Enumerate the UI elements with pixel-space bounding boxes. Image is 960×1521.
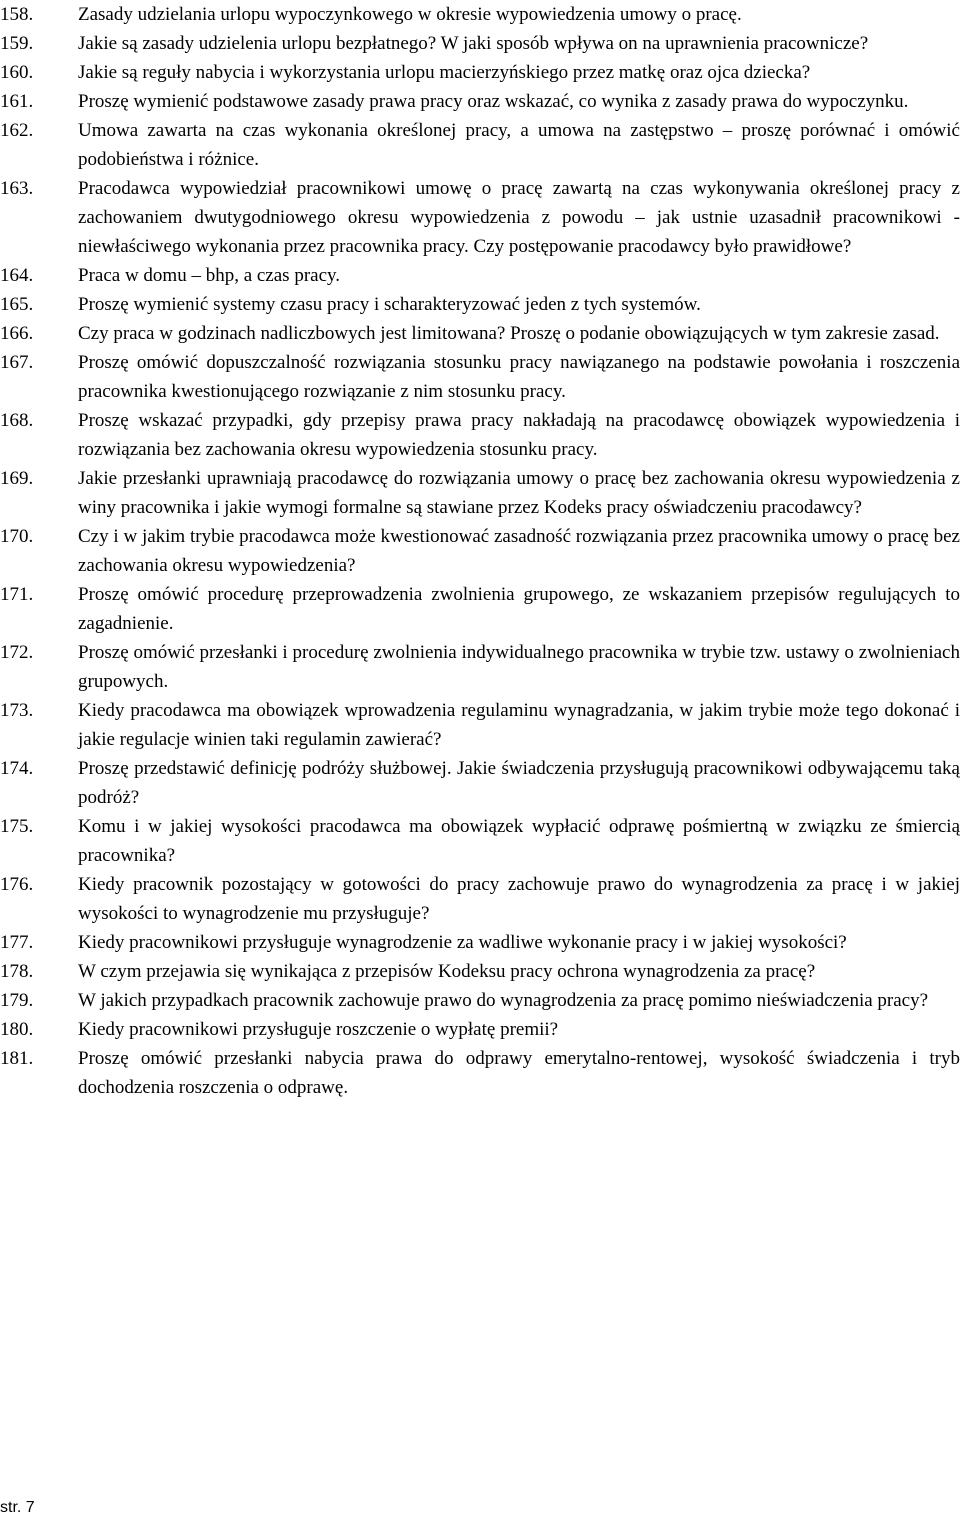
- item-text: Jakie są reguły nabycia i wykorzystania urlopu macierzyńskiego przez matkę oraz ojca dziecka?: [78, 62, 811, 83]
- item-text: Umowa zawarta na czas wykonania określonej pracy, a umowa na zastępstwo – proszę porównać i omówić podobieństwa i różnice.: [78, 120, 960, 170]
- item-number: 168.: [0, 410, 34, 431]
- item-text: Jakie są zasady udzielenia urlopu bezpłatnego? W jaki sposób wpływa on na uprawnienia pracownicze?: [78, 33, 869, 54]
- item-text: Kiedy pracownik pozostający w gotowości do pracy zachowuje prawo do wynagrodzenia za pracę i w jakiej wysokości to wynagrodzenie mu przysługuje?: [78, 874, 960, 924]
- list-item: [0, 348, 960, 406]
- item-number: 174.: [0, 758, 34, 779]
- item-text: Czy praca w godzinach nadliczbowych jest limitowana? Proszę o podanie obowiązujących w tym zakresie zasad.: [78, 323, 940, 344]
- item-number: 181.: [0, 1048, 34, 1069]
- item-text: Proszę wymienić systemy czasu pracy i scharakteryzować jeden z tych systemów.: [78, 294, 701, 315]
- item-number: 177.: [0, 932, 34, 953]
- list-item: [0, 638, 960, 696]
- list-item: [0, 1044, 960, 1102]
- item-text: W czym przejawia się wynikająca z przepisów Kodeksu pracy ochrona wynagrodzenia za pracę?: [78, 961, 816, 982]
- item-text: Proszę omówić dopuszczalność rozwiązania stosunku pracy nawiązanego na podstawie powołania i roszczenia pracownika kwestionującego rozwiązanie z nim stosunku pracy.: [78, 352, 960, 402]
- item-text: Proszę omówić procedurę przeprowadzenia zwolnienia grupowego, ze wskazaniem przepisów regulujących to zagadnienie.: [78, 584, 960, 634]
- item-number: 179.: [0, 990, 34, 1011]
- item-number: 161.: [0, 91, 34, 112]
- item-text: Proszę omówić przesłanki i procedurę zwolnienia indywidualnego pracownika w trybie tzw. ustawy o zwolnieniach grupowych.: [78, 642, 960, 692]
- item-number: 163.: [0, 178, 34, 199]
- item-number: 172.: [0, 642, 34, 663]
- item-number: 176.: [0, 874, 34, 895]
- list-item: [0, 870, 960, 928]
- list-item: [0, 522, 960, 580]
- item-text: Proszę omówić przesłanki nabycia prawa do odprawy emerytalno-rentowej, wysokość świadczenia i tryb dochodzenia roszczenia o odprawę.: [78, 1048, 960, 1098]
- list-item: [0, 0, 960, 29]
- item-number: 171.: [0, 584, 34, 605]
- item-text: Praca w domu – bhp, a czas pracy.: [78, 265, 341, 286]
- item-number: 162.: [0, 120, 34, 141]
- list-item: [0, 464, 960, 522]
- list-item: [0, 812, 960, 870]
- item-text: Czy i w jakim trybie pracodawca może kwestionować zasadność rozwiązania przez pracownika umowy o pracę bez zachowania okresu wypowiedzenia?: [78, 526, 960, 576]
- list-item: [0, 580, 960, 638]
- item-number: 170.: [0, 526, 34, 547]
- item-text: W jakich przypadkach pracownik zachowuje prawo do wynagrodzenia za pracę pomimo nieświadczenia pracy?: [78, 990, 929, 1011]
- item-number: 180.: [0, 1019, 34, 1040]
- list-item: [0, 928, 960, 957]
- item-text: Proszę wymienić podstawowe zasady prawa pracy oraz wskazać, co wynika z zasady prawa do wypoczynku.: [78, 91, 909, 112]
- item-text: Komu i w jakiej wysokości pracodawca ma obowiązek wypłacić odprawę pośmiertną w związku ze śmiercią pracownika?: [78, 816, 960, 866]
- list-item: [0, 754, 960, 812]
- page-number: str. 7: [0, 1499, 35, 1516]
- item-text: Zasady udzielania urlopu wypoczynkowego w okresie wypowiedzenia umowy o pracę.: [78, 4, 742, 25]
- list-item: [0, 29, 960, 58]
- item-text: Kiedy pracownikowi przysługuje wynagrodzenie za wadliwe wykonanie pracy i w jakiej wysokości?: [78, 932, 847, 953]
- list-item: [0, 696, 960, 754]
- item-text: Kiedy pracodawca ma obowiązek wprowadzenia regulaminu wynagradzania, w jakim trybie może tego dokonać i jakie regulacje winien taki regulamin zawierać?: [78, 700, 960, 750]
- list-item: [0, 1015, 960, 1044]
- item-text: Jakie przesłanki uprawniają pracodawcę do rozwiązania umowy o pracę bez zachowania okresu wypowiedzenia z winy pracownika i jakie wymogi formalne są stawiane przez Kodeks pracy oświadczeniu pracodawcy?: [78, 468, 960, 518]
- item-number: 175.: [0, 816, 34, 837]
- list-item: [0, 261, 960, 290]
- list-item: [0, 957, 960, 986]
- item-number: 158.: [0, 4, 34, 25]
- list-item: [0, 406, 960, 464]
- list-item: [0, 290, 960, 319]
- item-text: Proszę przedstawić definicję podróży służbowej. Jakie świadczenia przysługują pracownikowi odbywającemu taką podróż?: [78, 758, 960, 808]
- list-item: [0, 87, 960, 116]
- list-item: [0, 58, 960, 87]
- item-number: 166.: [0, 323, 34, 344]
- item-number: 159.: [0, 33, 34, 54]
- item-text: Proszę wskazać przypadki, gdy przepisy prawa pracy nakładają na pracodawcę obowiązek wypowiedzenia i rozwiązania bez zachowania okresu wypowiedzenia stosunku pracy.: [78, 410, 960, 460]
- item-number: 167.: [0, 352, 34, 373]
- list-item: [0, 319, 960, 348]
- item-number: 178.: [0, 961, 34, 982]
- item-text: Kiedy pracownikowi przysługuje roszczenie o wypłatę premii?: [78, 1019, 559, 1040]
- item-number: 173.: [0, 700, 34, 721]
- item-number: 169.: [0, 468, 34, 489]
- list-item: [0, 986, 960, 1015]
- item-text: Pracodawca wypowiedział pracownikowi umowę o pracę zawartą na czas wykonywania określonej pracy z zachowaniem dwutygodniowego okresu wypowiedzenia z powodu – jak ustnie uzasadnił pracownikowi - niewłaściwego wykonania przez pracownika pracy. Czy postępowanie pracodawcy było prawidłowe?: [78, 178, 960, 257]
- list-item: [0, 116, 960, 174]
- item-number: 160.: [0, 62, 34, 83]
- item-number: 164.: [0, 265, 34, 286]
- item-number: 165.: [0, 294, 34, 315]
- list-item: [0, 174, 960, 261]
